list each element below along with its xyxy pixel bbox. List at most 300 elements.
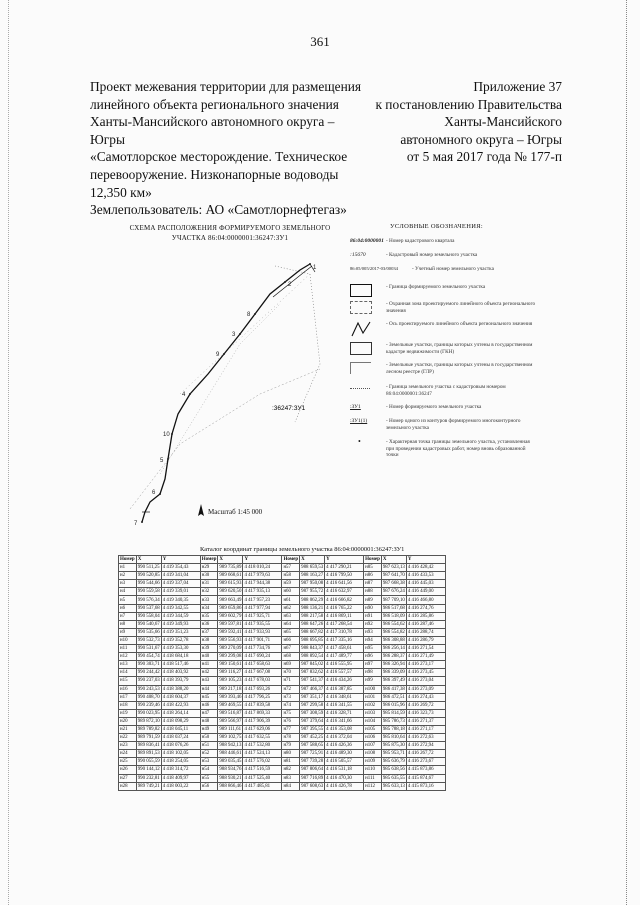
y-coordinate-cell: 4 418 098,29 bbox=[161, 717, 200, 725]
y-coordinate-cell: 4 417 458,61 bbox=[325, 645, 364, 653]
point-number-cell: н32 bbox=[200, 588, 218, 596]
x-coordinate-cell: 990 408,70 bbox=[137, 694, 160, 700]
point-number-cell: н71 bbox=[282, 677, 300, 685]
x-coordinate-cell: 989 663,49 bbox=[219, 597, 242, 603]
point-number-cell: н83 bbox=[282, 774, 300, 782]
y-coordinate-cell: 4 415 873,86 bbox=[406, 766, 445, 774]
y-coordinate-cell: 4 416 323,73 bbox=[406, 709, 445, 717]
x-coordinate-cell: 989 150,61 bbox=[219, 662, 242, 668]
x-coordinate-cell: 987 845,02 bbox=[301, 662, 324, 668]
point-label: 6 bbox=[152, 490, 156, 496]
appendix-block bbox=[365, 78, 562, 166]
y-coordinate-cell: 4 416 372,04 bbox=[325, 734, 364, 742]
table-row bbox=[119, 661, 446, 669]
x-coordinate-cell: 990 454,74 bbox=[137, 654, 160, 660]
y-coordinate-cell: 4 416 274,43 bbox=[406, 693, 445, 701]
x-coordinate-cell: 988 866,46 bbox=[219, 783, 242, 789]
column-header: Номер bbox=[283, 557, 299, 563]
point-number-cell: н39 bbox=[200, 645, 218, 653]
point-number-cell: н86 bbox=[364, 572, 382, 580]
project-title-line: Ханты-Мансийского автономного округа – bbox=[90, 114, 335, 130]
y-coordinate-cell: 4 416 269,72 bbox=[406, 701, 445, 709]
point-number-cell: н96 bbox=[364, 653, 382, 661]
y-coordinate-cell: 4 416 273,04 bbox=[406, 677, 445, 685]
x-coordinate-cell: 990 532,73 bbox=[137, 637, 160, 643]
point-number-cell: н37 bbox=[200, 628, 218, 636]
point-number-cell: н21 bbox=[119, 725, 137, 733]
point-number-cell: н43 bbox=[200, 677, 218, 685]
x-coordinate-cell: 990 540,67 bbox=[137, 621, 160, 627]
y-coordinate-cell: 4 416 426,36 bbox=[325, 742, 364, 750]
y-coordinate-cell: 4 418 037,24 bbox=[161, 734, 200, 742]
y-coordinate-cell: 4 417 667,08 bbox=[243, 669, 282, 677]
x-coordinate-cell: 987 452,25 bbox=[301, 735, 324, 741]
x-coordinate-cell: 989 891,53 bbox=[137, 751, 160, 757]
scheme-title: СХЕМА РАСПОЛОЖЕНИЯ ФОРМИРУЕМОГО ЗЕМЕЛЬНОГО УЧАСТКА 86:04:0000001:36247:ЗУ1 bbox=[129, 224, 331, 242]
point-number-cell: н27 bbox=[119, 774, 137, 782]
x-coordinate-cell: 986 256,14 bbox=[382, 646, 405, 652]
point-number-cell: н46 bbox=[200, 701, 218, 709]
legend-text: - Охранная зона проектируемого линейного объекта регионального значения bbox=[386, 301, 536, 314]
appendix-line: автономного округа – Югры bbox=[400, 131, 562, 147]
point-number-cell: н110 bbox=[364, 766, 382, 774]
x-coordinate-cell: 989 659,86 bbox=[219, 605, 242, 611]
x-coordinate-cell: 990 232,81 bbox=[137, 775, 160, 781]
point-number-cell: н97 bbox=[364, 661, 382, 669]
legend-text: - Учетный номер земельного участка bbox=[412, 266, 494, 272]
legend-text: - Граница формируемого земельного участка bbox=[386, 284, 486, 290]
y-coordinate-cell: 4 419 341,04 bbox=[161, 572, 200, 580]
y-coordinate-cell: 4 418 045,11 bbox=[161, 725, 200, 733]
point-number-cell: н80 bbox=[282, 750, 300, 758]
y-coordinate-cell: 4 416 489,30 bbox=[325, 750, 364, 758]
point-number-cell: н14 bbox=[119, 669, 137, 677]
y-coordinate-cell: 4 416 348,61 bbox=[325, 693, 364, 701]
x-coordinate-cell: 988 647,26 bbox=[301, 621, 324, 627]
y-coordinate-cell: 4 418 403,92 bbox=[161, 669, 200, 677]
x-coordinate-cell: 989 111,61 bbox=[219, 727, 242, 733]
x-coordinate-cell: 990 544,66 bbox=[137, 581, 160, 587]
x-coordinate-cell: 987 299,58 bbox=[301, 702, 324, 708]
y-coordinate-cell: 4 418 003,22 bbox=[161, 782, 200, 790]
appendix-line: Приложение 37 bbox=[473, 79, 562, 94]
point-number-cell: н62 bbox=[282, 604, 300, 612]
point-number-cell: н4 bbox=[119, 588, 137, 596]
column-header: Y bbox=[161, 556, 200, 564]
column-header: Y bbox=[406, 556, 445, 564]
y-coordinate-cell: 4 417 632,55 bbox=[243, 734, 282, 742]
point-label: 10 bbox=[163, 432, 170, 438]
y-coordinate-cell: 4 417 629,06 bbox=[243, 725, 282, 733]
y-coordinate-cell: 4 419 353,30 bbox=[161, 645, 200, 653]
y-coordinate-cell: 4 416 273,09 bbox=[406, 685, 445, 693]
x-coordinate-cell: 990 559,58 bbox=[137, 589, 160, 595]
x-coordinate-cell: 988 446,61 bbox=[219, 751, 242, 757]
scale-label: Масштаб 1:45 000 bbox=[208, 508, 263, 516]
y-coordinate-cell: 4 417 576,02 bbox=[243, 758, 282, 766]
point-number-cell: н70 bbox=[282, 669, 300, 677]
point-number-cell: н98 bbox=[364, 669, 382, 677]
point-number-cell: н10 bbox=[119, 636, 137, 644]
point-number-cell: н3 bbox=[119, 580, 137, 588]
table-row bbox=[119, 596, 446, 604]
legend-symbol: :ЗУ1 bbox=[350, 404, 361, 410]
x-coordinate-cell: 985 788,18 bbox=[382, 727, 405, 733]
protection-zone-symbol bbox=[350, 301, 372, 314]
point-number-cell: н56 bbox=[200, 782, 218, 790]
x-coordinate-cell: 989 393,46 bbox=[219, 694, 242, 700]
scheme-map bbox=[120, 244, 350, 534]
table-row bbox=[119, 612, 446, 620]
y-coordinate-cell: 4 418 388,20 bbox=[161, 685, 200, 693]
point-number-cell: н76 bbox=[282, 717, 300, 725]
y-coordinate-cell: 4 417 957,23 bbox=[243, 596, 282, 604]
point-number-cell: н13 bbox=[119, 661, 137, 669]
point-symbol-icon: • bbox=[358, 437, 361, 446]
table-row bbox=[119, 709, 446, 717]
legend-item bbox=[350, 418, 540, 438]
column-header: X bbox=[381, 556, 406, 564]
y-coordinate-cell: 4 416 445,03 bbox=[406, 580, 445, 588]
legend-text: - Номер кадастрового квартала bbox=[386, 238, 455, 244]
table-row bbox=[119, 588, 446, 596]
boundary-point bbox=[159, 493, 161, 495]
x-coordinate-cell: 988 843,37 bbox=[301, 646, 324, 652]
point-number-cell: н92 bbox=[364, 620, 382, 628]
coordinates-table bbox=[118, 555, 446, 791]
legend-symbol: :ЗУ1(1) bbox=[350, 418, 368, 424]
y-coordinate-cell: 4 418 264,14 bbox=[161, 709, 200, 717]
y-coordinate-cell: 4 416 353,08 bbox=[325, 725, 364, 733]
y-coordinate-cell: 4 417 906,39 bbox=[243, 717, 282, 725]
legend-text: - Земельные участки, границы которых учтены в государственном лесном реестре (ГЛР) bbox=[386, 362, 533, 375]
x-coordinate-cell: 989 749,21 bbox=[137, 783, 160, 789]
y-coordinate-cell: 4 418 076,26 bbox=[161, 742, 200, 750]
x-coordinate-cell: 988 942,13 bbox=[219, 743, 242, 749]
x-coordinate-cell: 987 676,24 bbox=[382, 589, 405, 595]
x-coordinate-cell: 986 397,49 bbox=[382, 678, 405, 684]
y-coordinate-cell: 4 417 796,25 bbox=[243, 693, 282, 701]
x-coordinate-cell: 989 566,97 bbox=[219, 718, 242, 724]
point-number-cell: н65 bbox=[282, 628, 300, 636]
y-coordinate-cell: 4 416 273,67 bbox=[406, 758, 445, 766]
x-coordinate-cell: 989 872,10 bbox=[137, 718, 160, 724]
legend-text: - Характерная точка границы земельного участка, установленная при проведении кадастровых работ, номер вновь образованной точки bbox=[386, 439, 530, 458]
x-coordinate-cell: 988 163,27 bbox=[301, 573, 324, 579]
project-title-line: «Самотлорское месторождение. Техническое bbox=[90, 149, 348, 165]
table-row bbox=[119, 701, 446, 709]
table-row bbox=[119, 564, 446, 572]
boundary-point bbox=[223, 353, 225, 355]
table-header-row bbox=[119, 556, 446, 564]
parcel-boundary-symbol bbox=[350, 284, 372, 297]
y-coordinate-cell: 4 416 271,54 bbox=[406, 645, 445, 653]
x-coordinate-cell: 990 239,46 bbox=[137, 702, 160, 708]
x-coordinate-cell: 987 608,63 bbox=[301, 783, 324, 789]
x-coordinate-cell: 987 541,37 bbox=[301, 678, 324, 684]
table-row bbox=[119, 717, 446, 725]
y-coordinate-cell: 4 418 422,93 bbox=[161, 701, 200, 709]
point-number-cell: н107 bbox=[364, 742, 382, 750]
point-number-cell: н112 bbox=[364, 782, 382, 790]
x-coordinate-cell: 988 934,76 bbox=[219, 767, 242, 773]
table-row bbox=[119, 693, 446, 701]
y-coordinate-cell: 4 416 449,00 bbox=[406, 588, 445, 596]
point-number-cell: н35 bbox=[200, 612, 218, 620]
x-coordinate-cell: 987 351,17 bbox=[301, 694, 324, 700]
y-coordinate-cell: 4 416 470,30 bbox=[325, 774, 364, 782]
point-number-cell: н75 bbox=[282, 709, 300, 717]
x-coordinate-cell: 987 716,89 bbox=[301, 775, 324, 781]
y-coordinate-cell: 4 415 874,67 bbox=[406, 774, 445, 782]
y-coordinate-cell: 4 417 979,63 bbox=[243, 572, 282, 580]
x-coordinate-cell: 989 556,93 bbox=[219, 637, 242, 643]
page-number: 361 bbox=[310, 34, 330, 49]
x-coordinate-cell: 988 659,53 bbox=[301, 565, 324, 571]
column-header: Y bbox=[325, 556, 364, 564]
x-coordinate-cell: 989 592,41 bbox=[219, 629, 242, 635]
point-number-cell: н23 bbox=[119, 742, 137, 750]
y-coordinate-cell: 4 417 693,26 bbox=[243, 685, 282, 693]
parcel-boundary bbox=[273, 266, 312, 297]
scan-edge-left bbox=[8, 0, 10, 905]
x-coordinate-cell: 989 270,09 bbox=[219, 646, 242, 652]
point-number-cell: н111 bbox=[364, 774, 382, 782]
y-coordinate-cell: 4 415 873,16 bbox=[406, 782, 445, 790]
column-header: Номер bbox=[120, 557, 135, 563]
y-coordinate-cell: 4 416 505,57 bbox=[325, 758, 364, 766]
point-number-cell: н103 bbox=[364, 709, 382, 717]
y-coordinate-cell: 4 416 557,57 bbox=[325, 669, 364, 677]
y-coordinate-cell: 4 416 273,45 bbox=[406, 669, 445, 677]
point-label: 1 bbox=[313, 265, 317, 271]
point-number-cell: н11 bbox=[119, 645, 137, 653]
x-coordinate-cell: 986 518,09 bbox=[382, 613, 405, 619]
point-number-cell: н26 bbox=[119, 766, 137, 774]
point-number-cell: н64 bbox=[282, 620, 300, 628]
boundary-point bbox=[171, 433, 173, 435]
legend-text: - Номер формируемого земельного участка bbox=[386, 404, 482, 410]
y-coordinate-cell: 4 417 935,55 bbox=[243, 620, 282, 628]
y-coordinate-cell: 4 419 351,23 bbox=[161, 628, 200, 636]
north-arrow-icon bbox=[198, 504, 204, 518]
x-coordinate-cell: 986 015,96 bbox=[382, 702, 405, 708]
y-coordinate-cell: 4 419 344,59 bbox=[161, 612, 200, 620]
x-coordinate-cell: 987 806,64 bbox=[301, 767, 324, 773]
table-row bbox=[119, 758, 446, 766]
x-coordinate-cell: 990 237,03 bbox=[137, 678, 160, 684]
table-row bbox=[119, 774, 446, 782]
point-number-cell: н18 bbox=[119, 701, 137, 709]
point-number-cell: н28 bbox=[119, 782, 137, 790]
x-coordinate-cell: 987 739,28 bbox=[301, 759, 324, 765]
y-coordinate-cell: 4 419 349,93 bbox=[161, 620, 200, 628]
point-number-cell: н9 bbox=[119, 628, 137, 636]
y-coordinate-cell: 4 416 328,71 bbox=[325, 709, 364, 717]
point-number-cell: н40 bbox=[200, 653, 218, 661]
point-number-cell: н41 bbox=[200, 661, 218, 669]
y-coordinate-cell: 4 419 352,78 bbox=[161, 636, 200, 644]
point-number-cell: н38 bbox=[200, 636, 218, 644]
gkn-parcel-symbol bbox=[350, 342, 372, 355]
y-coordinate-cell: 4 417 489,77 bbox=[325, 653, 364, 661]
x-coordinate-cell: 985 875,30 bbox=[382, 743, 405, 749]
project-title-line: линейного объекта регионального значения bbox=[90, 96, 339, 112]
boundary-point bbox=[189, 393, 191, 395]
x-coordinate-cell: 987 308,59 bbox=[301, 710, 324, 716]
boundary-point bbox=[167, 458, 169, 460]
point-label: 4 bbox=[182, 392, 186, 398]
table-row bbox=[119, 636, 446, 644]
point-number-cell: н63 bbox=[282, 612, 300, 620]
existing-boundary bbox=[275, 266, 320, 422]
y-coordinate-cell: 4 416 271,49 bbox=[406, 653, 445, 661]
table-row bbox=[119, 628, 446, 636]
point-label: 2 bbox=[288, 282, 292, 288]
column-header: X bbox=[300, 556, 325, 564]
x-coordinate-cell: 987 379,64 bbox=[301, 718, 324, 724]
cadastral-boundary-symbol bbox=[350, 388, 370, 395]
table-row bbox=[119, 782, 446, 790]
point-number-cell: н58 bbox=[282, 572, 300, 580]
y-coordinate-cell: 4 417 678,03 bbox=[243, 677, 282, 685]
x-coordinate-cell: 986 472,51 bbox=[382, 694, 405, 700]
point-number-cell: н55 bbox=[200, 774, 218, 782]
point-number-cell: н12 bbox=[119, 653, 137, 661]
y-coordinate-cell: 4 417 925,71 bbox=[243, 612, 282, 620]
x-coordinate-cell: 988 695,85 bbox=[301, 637, 324, 643]
x-coordinate-cell: 989 035,45 bbox=[219, 759, 242, 765]
y-coordinate-cell: 4 416 869,11 bbox=[325, 612, 364, 620]
x-coordinate-cell: 990 244,42 bbox=[137, 670, 160, 676]
x-coordinate-cell: 985 814,59 bbox=[382, 710, 405, 716]
x-coordinate-cell: 985 638,56 bbox=[382, 767, 405, 773]
project-title-line: перевооружение. Низконапорные водоводы bbox=[90, 166, 339, 182]
x-coordinate-cell: 988 930,21 bbox=[219, 775, 242, 781]
y-coordinate-cell: 4 418 409,97 bbox=[161, 774, 200, 782]
y-coordinate-cell: 4 416 285,86 bbox=[406, 612, 445, 620]
y-coordinate-cell: 4 418 254,05 bbox=[161, 758, 200, 766]
y-coordinate-cell: 4 417 335,16 bbox=[325, 636, 364, 644]
x-coordinate-cell: 989 602,79 bbox=[219, 613, 242, 619]
appendix-line: от 5 мая 2017 года № 177-п bbox=[406, 149, 562, 165]
point-number-cell: н47 bbox=[200, 709, 218, 717]
x-coordinate-cell: 989 620,50 bbox=[219, 589, 242, 595]
y-coordinate-cell: 4 416 267,72 bbox=[406, 750, 445, 758]
appendix-line: к постановлению Правительства bbox=[375, 96, 562, 112]
point-number-cell: н106 bbox=[364, 734, 382, 742]
x-coordinate-cell: 990 558,04 bbox=[137, 613, 160, 619]
y-coordinate-cell: 4 416 272,94 bbox=[406, 742, 445, 750]
x-coordinate-cell: 989 735,89 bbox=[219, 565, 242, 571]
x-coordinate-cell: 989 105,23 bbox=[219, 678, 242, 684]
y-coordinate-cell: 4 417 690,24 bbox=[243, 653, 282, 661]
legend-item bbox=[350, 439, 540, 465]
x-coordinate-cell: 988 892,54 bbox=[301, 654, 324, 660]
legend-text: - Граница земельного участка с кадастровым номером 86:04:0000001:36247 bbox=[386, 384, 506, 397]
legend-item bbox=[350, 301, 540, 321]
point-number-cell: н25 bbox=[119, 758, 137, 766]
y-coordinate-cell: 4 418 393,79 bbox=[161, 677, 200, 685]
y-coordinate-cell: 4 417 839,58 bbox=[243, 701, 282, 709]
x-coordinate-cell: 989 789,82 bbox=[137, 727, 160, 733]
x-coordinate-cell: 990 511,25 bbox=[137, 565, 160, 571]
column-header: X bbox=[136, 556, 161, 564]
y-coordinate-cell: 4 416 428,42 bbox=[406, 564, 445, 572]
point-number-cell: н16 bbox=[119, 685, 137, 693]
point-number-cell: н53 bbox=[200, 758, 218, 766]
x-coordinate-cell: 990 055,59 bbox=[137, 759, 160, 765]
x-coordinate-cell: 989 615,93 bbox=[219, 581, 242, 587]
scan-edge-right bbox=[626, 0, 628, 905]
x-coordinate-cell: 990 576,34 bbox=[137, 597, 160, 603]
x-coordinate-cell: 989 299,08 bbox=[219, 654, 242, 660]
x-coordinate-cell: 990 520,85 bbox=[137, 573, 160, 579]
x-coordinate-cell: 990 023,95 bbox=[137, 710, 160, 716]
legend-title: УСЛОВНЫЕ ОБОЗНАЧЕНИЯ: bbox=[390, 223, 483, 230]
y-coordinate-cell: 4 416 434,26 bbox=[325, 677, 364, 685]
appendix-line: Ханты-Мансийского bbox=[444, 114, 562, 130]
point-number-cell: н48 bbox=[200, 717, 218, 725]
point-number-cell: н68 bbox=[282, 653, 300, 661]
y-coordinate-cell: 4 419 354,43 bbox=[161, 564, 200, 572]
x-coordinate-cell: 987 955,72 bbox=[301, 589, 324, 595]
point-number-cell: н30 bbox=[200, 572, 218, 580]
x-coordinate-cell: 990 303,71 bbox=[137, 662, 160, 668]
legend-item bbox=[350, 342, 540, 362]
point-number-cell: н95 bbox=[364, 645, 382, 653]
y-coordinate-cell: 4 419 337,04 bbox=[161, 580, 200, 588]
y-coordinate-cell: 4 416 799,50 bbox=[325, 572, 364, 580]
point-number-cell: н88 bbox=[364, 588, 382, 596]
table-row bbox=[119, 669, 446, 677]
point-number-cell: н91 bbox=[364, 612, 382, 620]
point-number-cell: н73 bbox=[282, 693, 300, 701]
y-coordinate-cell: 4 417 901,71 bbox=[243, 636, 282, 644]
point-number-cell: н50 bbox=[200, 734, 218, 742]
boundary-point bbox=[284, 281, 286, 283]
x-coordinate-cell: 986 308,88 bbox=[382, 637, 405, 643]
legend-text: - Земельные участки, границы которых учтены в государственном кадастре недвижимости (ГКН) bbox=[386, 342, 533, 355]
point-number-cell: н84 bbox=[282, 782, 300, 790]
x-coordinate-cell: 989 116,27 bbox=[219, 670, 242, 676]
point-number-cell: н59 bbox=[282, 580, 300, 588]
column-header: Номер bbox=[201, 557, 217, 563]
y-coordinate-cell: 4 416 466,80 bbox=[406, 596, 445, 604]
x-coordinate-cell: 990 144,12 bbox=[137, 767, 160, 773]
point-number-cell: н94 bbox=[364, 636, 382, 644]
legend-text: - Номер одного из контуров формируемого многоконтурного земельного участка bbox=[386, 418, 521, 431]
y-coordinate-cell: 4 417 268,54 bbox=[325, 620, 364, 628]
y-coordinate-cell: 4 416 287,46 bbox=[406, 620, 445, 628]
y-coordinate-cell: 4 416 632,97 bbox=[325, 588, 364, 596]
column-header: Y bbox=[243, 556, 282, 564]
x-coordinate-cell: 990 537,68 bbox=[137, 605, 160, 611]
point-number-cell: н57 bbox=[282, 564, 300, 572]
x-coordinate-cell: 985 953,71 bbox=[382, 751, 405, 757]
x-coordinate-cell: 986 326,94 bbox=[382, 662, 405, 668]
y-coordinate-cell: 4 418 010,24 bbox=[243, 564, 282, 572]
point-number-cell: н72 bbox=[282, 685, 300, 693]
x-coordinate-cell: 987 709,10 bbox=[382, 597, 405, 603]
point-number-cell: н74 bbox=[282, 701, 300, 709]
y-coordinate-cell: 4 418 604,37 bbox=[161, 693, 200, 701]
point-number-cell: н19 bbox=[119, 709, 137, 717]
x-coordinate-cell: 985 810,64 bbox=[382, 735, 405, 741]
y-coordinate-cell: 4 417 658,63 bbox=[243, 661, 282, 669]
point-number-cell: н93 bbox=[364, 628, 382, 636]
point-number-cell: н82 bbox=[282, 766, 300, 774]
